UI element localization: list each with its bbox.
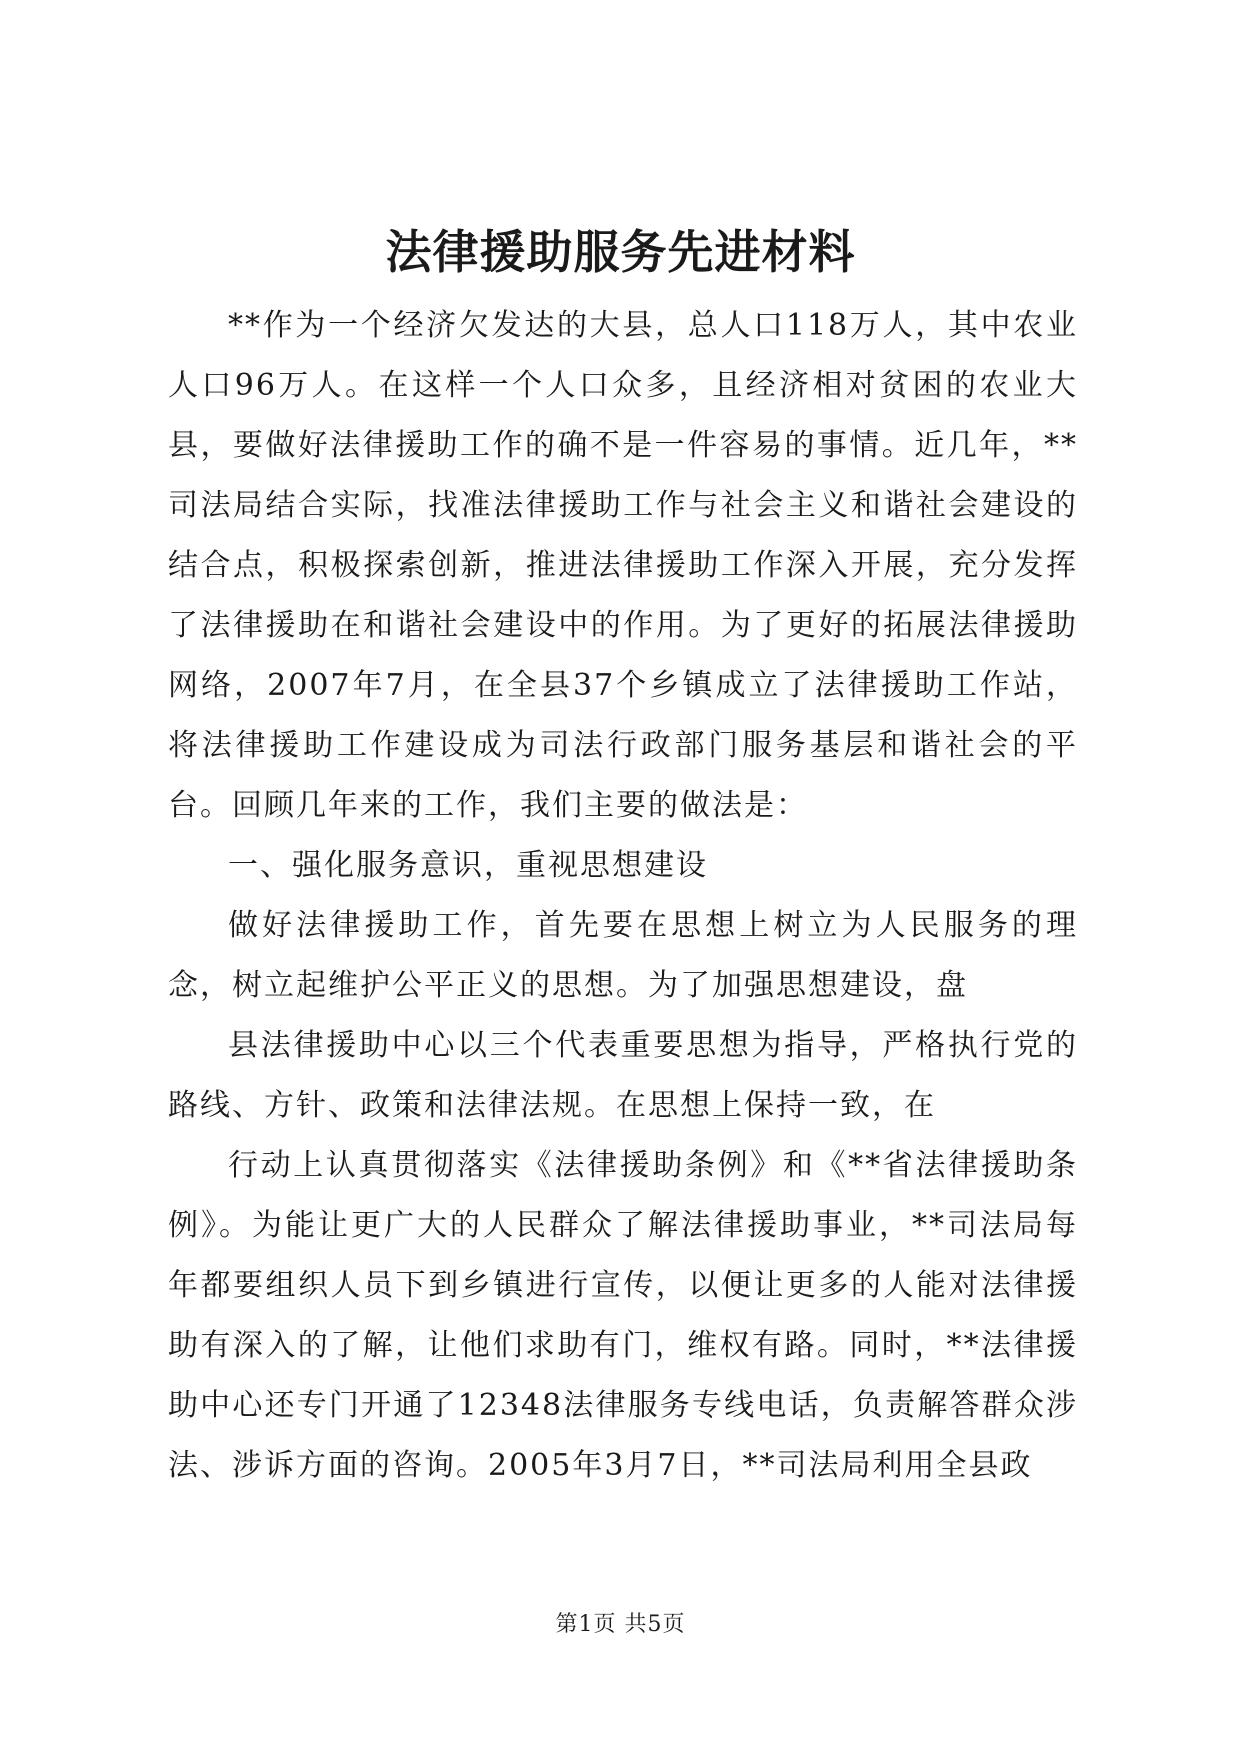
section-heading-1: 一、强化服务意识，重视思想建设 bbox=[228, 848, 708, 883]
document-body bbox=[168, 296, 1078, 1496]
page-number-footer: 第1页 共5页 bbox=[555, 1612, 686, 1637]
paragraph-guidance: 县法律援助中心以三个代表重要思想为指导，严格执行党的路线、方针、政策和法律法规。在思想上保持一致，在 bbox=[168, 1028, 1078, 1123]
paragraph-implementation: 行动上认真贯彻落实《法律援助条例》和《**省法律援助条例》。为能让更广大的人民群众了解法律援助事业，**司法局每年都要组织人员下到乡镇进行宣传，以便让更多的人能对法律援助有深入的了解，让他们求助有门，维权有路。同时，**法律援助中心还专门开通了12348法律服务专线电话，负责解答群众涉法、涉诉方面的咨询。2005年3月7日，**司法局利用全县政 bbox=[168, 1148, 1078, 1483]
document-title: 法律援助服务先进材料 bbox=[385, 225, 856, 279]
paragraph-intro: **作为一个经济欠发达的大县，总人口118万人，其中农业人口96万人。在这样一个人口众多，且经济相对贫困的农业大县，要做好法律援助工作的确不是一件容易的事情。近几年，**司法局结合实际，找准法律援助工作与社会主义和谐社会建设的结合点，积极探索创新，推进法律援助工作深入开展，充分发挥了法律援助在和谐社会建设中的作用。为了更好的拓展法律援助网络，2007年7月，在全县37个乡镇成立了法律援助工作站，将法律援助工作建设成为司法行政部门服务基层和谐社会的平台。回顾几年来的工作，我们主要的做法是： bbox=[168, 308, 1078, 823]
paragraph-thought-building: 做好法律援助工作，首先要在思想上树立为人民服务的理念，树立起维护公平正义的思想。为了加强思想建设，盘 bbox=[168, 908, 1078, 1003]
